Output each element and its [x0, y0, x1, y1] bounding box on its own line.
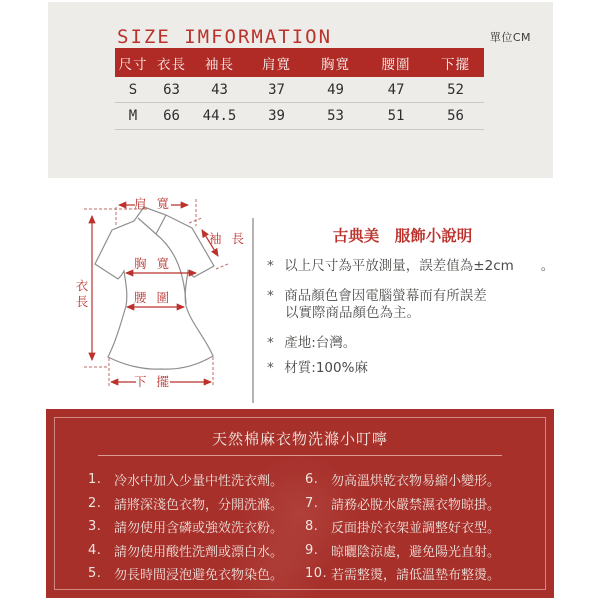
wash-item-8	[305, 515, 500, 539]
item-text: 反面掛於衣架並調整好衣型。	[331, 521, 501, 537]
shoulder-width-label: 肩 寬	[134, 196, 172, 211]
wash-item-5	[88, 562, 283, 586]
cell-value: 63	[151, 77, 192, 103]
item-number: 2.	[88, 495, 102, 511]
note-text: 商品顏色會因電腦螢幕而有所誤差	[284, 288, 487, 304]
item-number: 7.	[305, 495, 319, 511]
size-table-header-row	[115, 48, 484, 77]
note-text: 產地:台灣。	[284, 335, 357, 351]
cell-value: 66	[151, 103, 192, 130]
wash-item-7	[305, 492, 500, 516]
item-text: 請勿使用酸性洗劑或漂白水。	[114, 544, 284, 560]
sleeve-length-label: 袖 長	[209, 231, 247, 246]
note-color-disclaimer-line2	[285, 301, 420, 321]
bullet-asterisk: *	[267, 258, 274, 274]
note-text: 材質:100%麻	[284, 360, 368, 376]
hem-label: 下 擺	[134, 374, 172, 389]
garment-length-label-top: 衣	[75, 278, 89, 293]
wash-list-left	[88, 468, 283, 586]
col-header-shoulder: 肩寬	[247, 48, 306, 77]
garment-length-label-bottom: 長	[75, 294, 89, 309]
wash-title-divider	[98, 455, 502, 456]
unit-label: 單位CM	[489, 31, 531, 44]
wash-item-2	[88, 492, 283, 516]
cell-value: 49	[306, 77, 365, 103]
note-text: 以實際商品顏色為主。	[285, 305, 420, 321]
col-header-size: 尺寸	[115, 48, 151, 77]
note-text: 以上尺寸為平放測量，誤差值為±2cm 。	[284, 258, 555, 274]
col-header-sleeve: 袖長	[192, 48, 247, 77]
chest-width-label: 胸 寬	[134, 256, 172, 271]
item-number: 3.	[88, 519, 102, 535]
item-number: 4.	[88, 542, 102, 558]
cell-value: 43	[192, 77, 247, 103]
item-number: 9.	[305, 542, 319, 558]
item-number: 5.	[88, 566, 102, 582]
blouse-outline	[95, 207, 214, 369]
cell-value: 53	[306, 103, 365, 130]
wash-item-4	[88, 539, 283, 563]
cell-size: S	[115, 77, 151, 103]
wash-item-1	[88, 468, 283, 492]
garment-measure-diagram	[50, 185, 265, 410]
col-header-waist: 腰圍	[365, 48, 427, 77]
table-row-m	[115, 103, 484, 130]
cell-value: 44.5	[192, 103, 247, 130]
col-header-length: 衣長	[151, 48, 192, 77]
item-text: 若需整燙，請低溫墊布整燙。	[331, 568, 501, 584]
wash-item-10	[305, 562, 500, 586]
wash-instructions-box	[46, 409, 554, 598]
bullet-asterisk: *	[267, 335, 274, 351]
note-material	[267, 356, 368, 376]
item-text: 請將深淺色衣物，分開洗滌。	[114, 497, 284, 513]
table-row-s	[115, 77, 484, 103]
notes-title: 古典美 服飾小說明	[332, 227, 473, 245]
bullet-asterisk: *	[267, 288, 274, 304]
item-number: 1.	[88, 472, 102, 488]
cell-size: M	[115, 103, 151, 130]
wash-item-6	[305, 468, 500, 492]
item-number: 6.	[305, 472, 319, 488]
item-text: 冷水中加入少量中性洗衣劑。	[114, 474, 284, 490]
item-text: 請勿使用含磷或強效洗衣粉。	[114, 521, 284, 537]
wash-item-9	[305, 539, 500, 563]
cell-value: 56	[427, 103, 484, 130]
waist-label: 腰 圍	[134, 290, 172, 305]
size-info-title: SIZE IMFORMATION	[117, 26, 333, 48]
bullet-asterisk: *	[267, 360, 274, 376]
size-info-panel	[48, 2, 553, 178]
wash-title: 天然棉麻衣物洗滌小叮嚀	[211, 430, 388, 448]
cell-value: 51	[365, 103, 427, 130]
note-measurement	[267, 254, 554, 274]
col-header-chest: 胸寬	[306, 48, 365, 77]
size-table	[115, 48, 484, 130]
cell-value: 47	[365, 77, 427, 103]
wash-item-3	[88, 515, 283, 539]
wash-list-right	[305, 468, 500, 586]
item-text: 請務必脫水嚴禁濕衣物晾掛。	[331, 497, 501, 513]
item-number: 8.	[305, 519, 319, 535]
item-text: 勿長時間浸泡避免衣物染色。	[114, 568, 284, 584]
item-text: 勿高溫烘乾衣物易縮小變形。	[331, 474, 501, 490]
col-header-hem: 下擺	[427, 48, 484, 77]
cell-value: 37	[247, 77, 306, 103]
note-origin	[267, 331, 356, 351]
cell-value: 39	[247, 103, 306, 130]
item-text: 晾曬陰涼處，避免陽光直射。	[331, 544, 501, 560]
cell-value: 52	[427, 77, 484, 103]
item-number: 10.	[305, 566, 328, 582]
